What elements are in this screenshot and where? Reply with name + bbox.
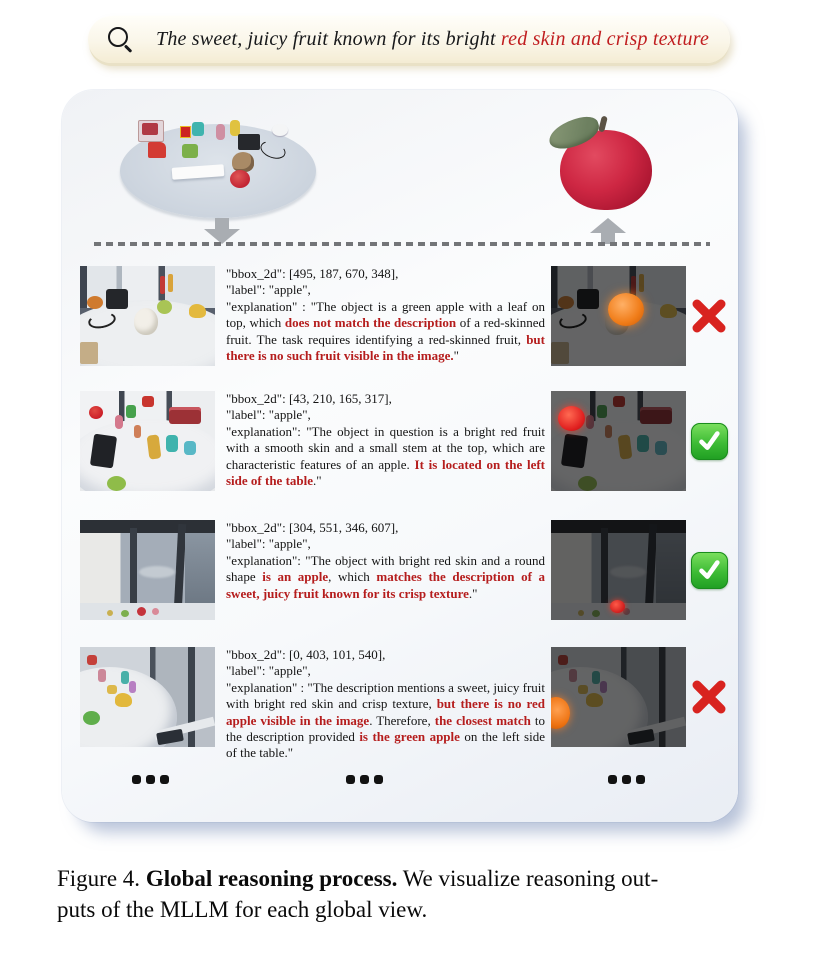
verdict-mark-4 xyxy=(682,647,736,747)
ellipsis-icon xyxy=(132,773,172,785)
label-line: "label": "apple", xyxy=(226,282,311,298)
verdict-mark-3 xyxy=(682,520,736,620)
global-scene-image xyxy=(120,114,318,220)
explanation: "explanation": "The object with bright red skin and a round shape is an apple, which matches the description of a sweet, juicy fruit known for its crisp texture." xyxy=(226,552,545,601)
caption-line-2: puts of the MLLM for each global view. xyxy=(57,897,428,922)
explanation: "explanation": "The object in question is a bright red fruit with a smooth skin and a small stem at the top, which are characteristic features of an apple. It is located on the left side of the table." xyxy=(226,423,545,488)
reasoning-panel xyxy=(62,90,738,822)
caption-line-1: Figure 4. Global reasoning process. We visualize reasoning out- xyxy=(57,866,659,891)
view-thumbnail-3 xyxy=(80,520,215,620)
highlight-spot xyxy=(608,293,644,326)
ellipsis-icon xyxy=(346,773,386,785)
reasoning-row-2 xyxy=(62,391,738,493)
label-line: "label": "apple", xyxy=(226,536,311,552)
highlighted-thumbnail-2 xyxy=(551,391,686,491)
reasoning-row-1 xyxy=(62,266,738,368)
dashed-divider xyxy=(94,242,710,246)
verdict-mark-2 xyxy=(682,391,736,491)
label-line: "label": "apple", xyxy=(226,663,311,679)
magnifier-icon xyxy=(108,27,134,53)
highlight-spot xyxy=(558,406,585,431)
bbox-line: "bbox_2d": [495, 187, 670, 348], xyxy=(226,266,399,281)
verdict-mark-1 xyxy=(682,266,736,366)
check-icon xyxy=(691,552,728,589)
highlighted-thumbnail-3 xyxy=(551,520,686,620)
reasoning-text-3 xyxy=(226,520,545,602)
view-thumbnail-2 xyxy=(80,391,215,491)
cross-icon xyxy=(689,296,729,336)
query-text: The sweet, juicy fruit known for its bright red skin and crisp texture xyxy=(156,28,710,50)
check-icon xyxy=(691,423,728,460)
label-line: "label": "apple", xyxy=(226,407,311,423)
figure-caption xyxy=(57,863,765,925)
query-search-bar xyxy=(88,16,730,63)
bbox-line: "bbox_2d": [43, 210, 165, 317], xyxy=(226,391,392,406)
reasoning-row-3 xyxy=(62,520,738,622)
reasoning-text-4 xyxy=(226,647,545,762)
reasoning-text-1 xyxy=(226,266,545,364)
bbox-line: "bbox_2d": [304, 551, 346, 607], xyxy=(226,520,399,535)
view-thumbnail-4 xyxy=(80,647,215,747)
explanation: "explanation" : "The description mentions a sweet, juicy fruit with bright red skin and crisp texture, but there is no red apple visible in the image. Therefore, the closest match to the description provided is the green apple on the left side of the table." xyxy=(226,679,545,761)
explanation: "explanation" : "The object is a green apple with a leaf on top, which does not match the description of a red-skinned fruit. The task requires identifying a red-skinned fruit, but there is no such fruit visible in the image." xyxy=(226,298,546,363)
highlighted-thumbnail-4 xyxy=(551,647,686,747)
down-arrow-icon xyxy=(204,218,240,244)
reasoning-row-4 xyxy=(62,647,738,761)
target-apple-image xyxy=(550,118,662,212)
ellipsis-icon xyxy=(608,773,648,785)
reasoning-text-2 xyxy=(226,391,545,489)
cross-icon xyxy=(689,677,729,717)
view-thumbnail-1 xyxy=(80,266,215,366)
highlighted-thumbnail-1 xyxy=(551,266,686,366)
up-arrow-icon xyxy=(590,218,626,244)
bbox-line: "bbox_2d": [0, 403, 101, 540], xyxy=(226,647,386,662)
